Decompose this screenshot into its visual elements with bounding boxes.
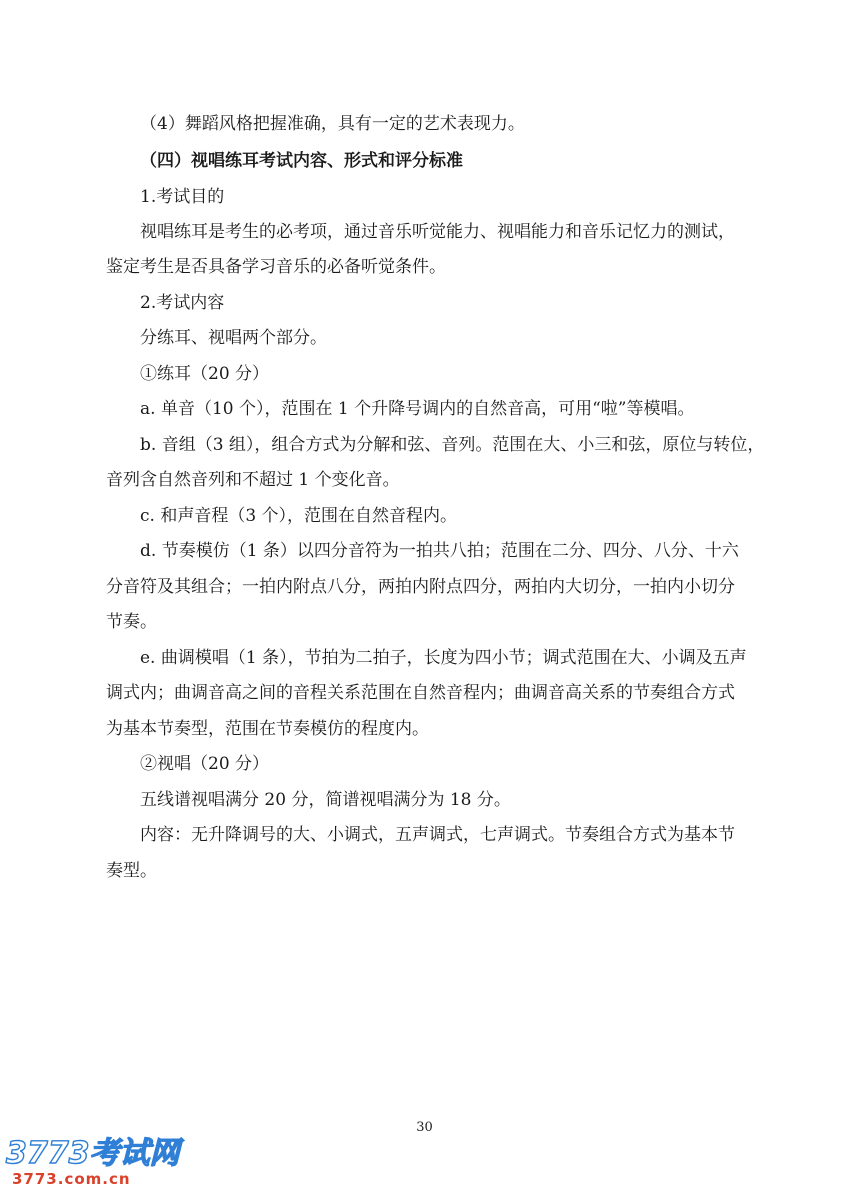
paragraph-purpose-line-1: 视唱练耳是考生的必考项，通过音乐听觉能力、视唱能力和音乐记忆力的测试， — [140, 222, 735, 242]
item-b-tone-group-line-2: 音列含自然音列和不超过 1 个变化音。 — [106, 470, 400, 490]
paragraph-parts: 分练耳、视唱两个部分。 — [140, 328, 327, 348]
section-heading-sight-singing: （四）视唱练耳考试内容、形式和评分标准 — [140, 151, 463, 171]
item-e-melody-line-1: e. 曲调模唱（1 条），节拍为二拍子，长度为四小节；调式范围在大、小调及五声 — [140, 648, 747, 668]
paragraph-dance-style: （4）舞蹈风格把握准确，具有一定的艺术表现力。 — [140, 114, 525, 134]
item-d-rhythm-line-2: 分音符及其组合；一拍内附点八分，两拍内附点四分，两拍内大切分，一拍内小切分 — [106, 577, 735, 597]
item-d-rhythm-line-1: d. 节奏模仿（1 条）以四分音符为一拍共八拍；范围在二分、四分、八分、十六 — [140, 541, 739, 561]
subheading-exam-purpose: 1.考试目的 — [140, 187, 225, 207]
item-c-harmonic-interval: c. 和声音程（3 个），范围在自然音程内。 — [140, 506, 458, 526]
item-ear-training: ①练耳（20 分） — [140, 364, 270, 384]
subheading-exam-content: 2.考试内容 — [140, 293, 225, 313]
paragraph-content-line-2: 奏型。 — [106, 861, 157, 881]
watermark-url-text: 3773.com.cn — [12, 1170, 131, 1188]
paragraph-purpose-line-2: 鉴定考生是否具备学习音乐的必备听觉条件。 — [106, 257, 446, 277]
item-e-melody-line-3: 为基本节奏型，范围在节奏模仿的程度内。 — [106, 719, 429, 739]
item-b-tone-group-line-1: b. 音组（3 组），组合方式为分解和弦、音列。范围在大、小三和弦，原位与转位， — [140, 435, 765, 455]
paragraph-score: 五线谱视唱满分 20 分，简谱视唱满分为 18 分。 — [140, 790, 511, 810]
item-d-rhythm-line-3: 节奏。 — [106, 612, 157, 632]
item-a-single-tone: a. 单音（10 个），范围在 1 个升降号调内的自然音高，可用“啦”等模唱。 — [140, 399, 695, 419]
page-number: 30 — [416, 1120, 433, 1135]
item-sight-singing: ②视唱（20 分） — [140, 754, 270, 774]
paragraph-content-line-1: 内容：无升降调号的大、小调式，五声调式，七声调式。节奏组合方式为基本节 — [140, 825, 735, 845]
site-watermark-logo — [6, 1136, 180, 1194]
watermark-main-text: 3773考试网 — [6, 1136, 180, 1171]
item-e-melody-line-2: 调式内；曲调音高之间的音程关系范围在自然音程内；曲调音高关系的节奏组合方式 — [106, 683, 735, 703]
